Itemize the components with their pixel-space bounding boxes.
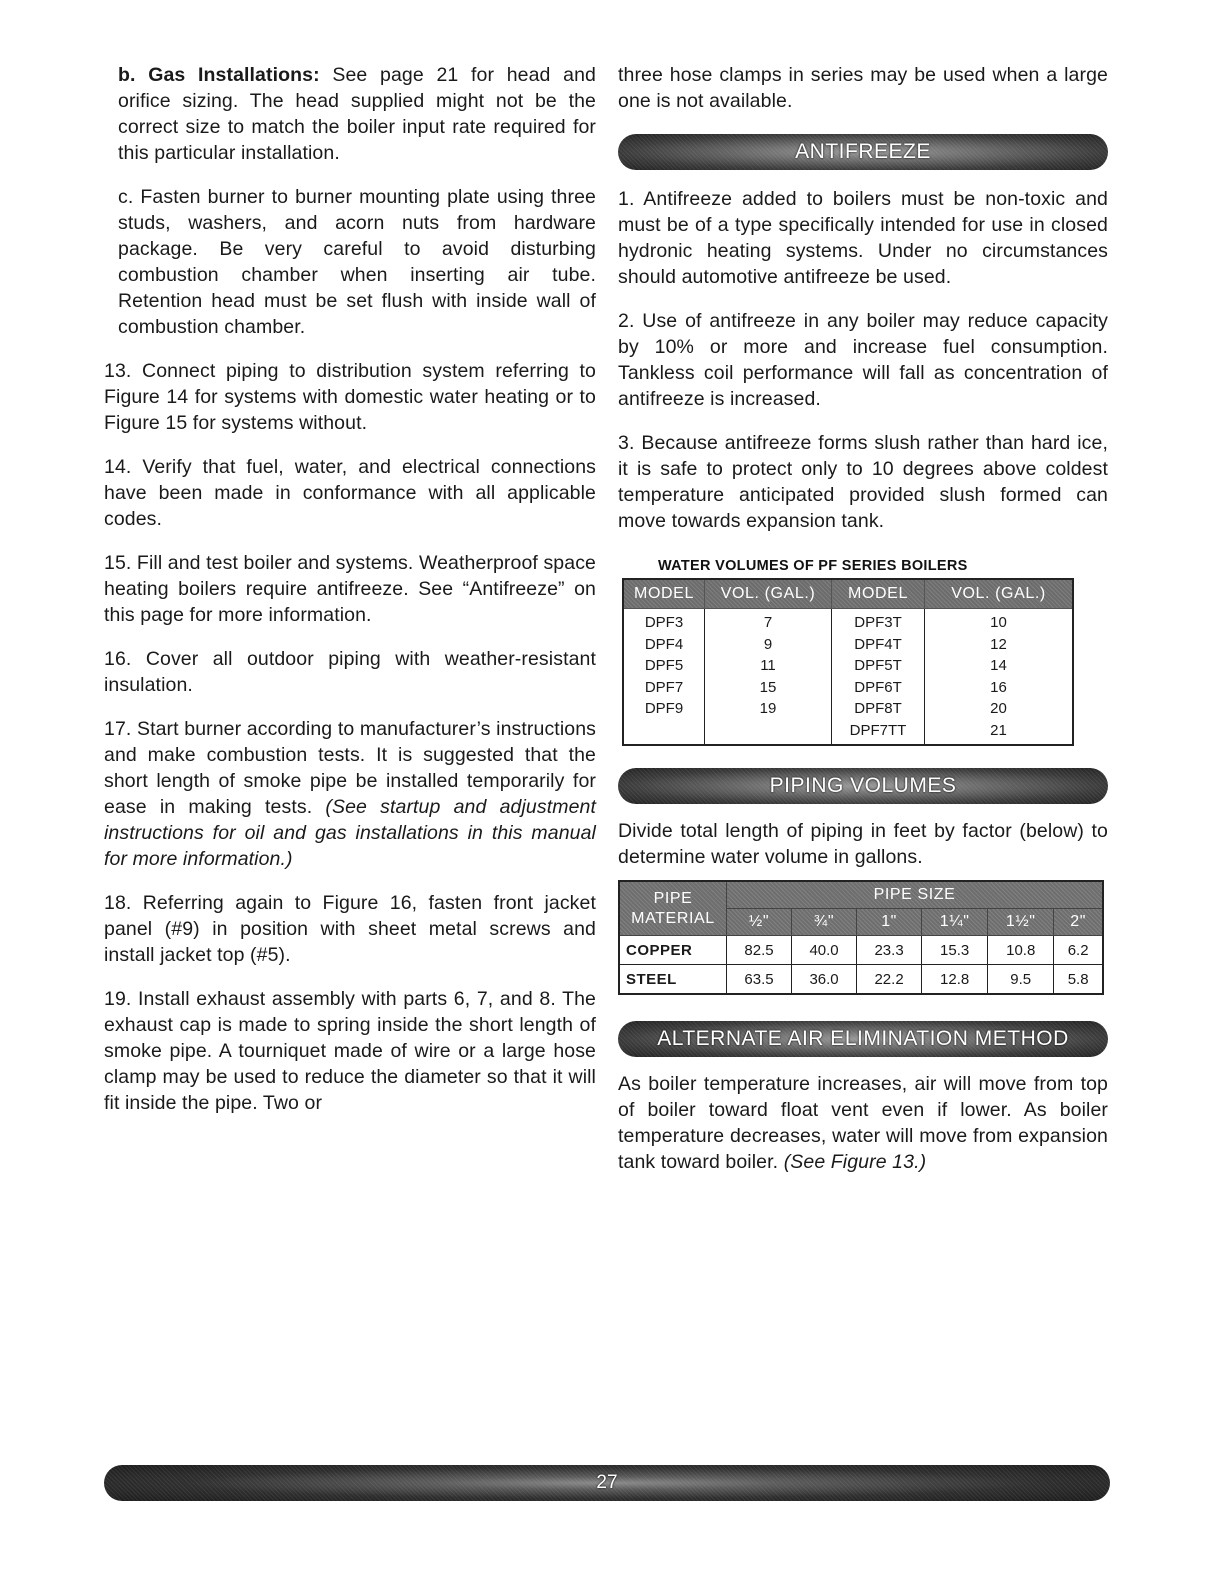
material-copper: COPPER [619, 936, 727, 965]
size-one-quarter: 1¼" [922, 909, 988, 936]
table-cell: 22.2 [857, 965, 922, 995]
water-volumes-title: WATER VOLUMES OF PF SERIES BOILERS [658, 558, 968, 574]
size-two: 2" [1054, 909, 1103, 936]
header-model-2: MODEL [832, 579, 925, 609]
step-15: 15. Fill and test boiler and systems. Weatherproof space heating boilers require antifreeze. See “Antifreeze” on this page for more information. [104, 552, 596, 626]
size-one-half: 1½" [988, 909, 1054, 936]
right-column [618, 62, 1108, 1175]
table-cell: 15.3 [922, 936, 988, 965]
alt-figure-ref: (See Figure 13.) [783, 1151, 927, 1173]
table-row-copper [619, 936, 1103, 965]
header-volume-2: VOL. (GAL.) [925, 579, 1074, 609]
piping-volumes-table [618, 880, 1104, 995]
volumes-left: 7 9 11 15 19 [705, 609, 832, 746]
step-b-text: See page 21 for head and orifice sizing. The head supplied might not be the correct size to match the boiler input rate required for this particular installation. [118, 64, 596, 164]
left-column [104, 62, 596, 1116]
table-cell: 40.0 [792, 936, 857, 965]
table-cell: 9.5 [988, 965, 1054, 995]
step-17 [104, 716, 596, 872]
step-19-continued: three hose clamps in series may be used when a large one is not available. [618, 64, 1108, 112]
piping-header-row-1 [619, 881, 1103, 909]
table-cell: 82.5 [727, 936, 792, 965]
table-cell: 5.8 [1054, 965, 1103, 995]
table-cell: 23.3 [857, 936, 922, 965]
alternate-air-elimination-banner: ALTERNATE AIR ELIMINATION METHOD [618, 1021, 1108, 1057]
table-cell: 12.8 [922, 965, 988, 995]
antifreeze-item-3: 3. Because antifreeze forms slush rather than hard ice, it is safe to protect only to 10 degrees above coldest temperature anticipated provided slush formed can move towards expansion tank. [618, 432, 1108, 532]
models-right: DPF3T DPF4T DPF5T DPF6T DPF8T DPF7TT [832, 609, 925, 746]
size-three-quarter: ¾" [792, 909, 857, 936]
antifreeze-item-1: 1. Antifreeze added to boilers must be non-toxic and must be of a type specifically intended for use in closed hydronic heating systems. Under no circumstances should automotive antifreeze be used. [618, 188, 1108, 288]
header-model-1: MODEL [623, 579, 705, 609]
size-half: ½" [727, 909, 792, 936]
header-pipe-material [619, 881, 727, 936]
piping-volumes-banner: PIPING VOLUMES [618, 768, 1108, 804]
water-volumes-header-row [623, 579, 1073, 609]
water-volumes-body [623, 609, 1073, 746]
table-cell: 63.5 [727, 965, 792, 995]
step-19: 19. Install exhaust assembly with parts 6, 7, and 8. The exhaust cap is made to spring inside the short length of smoke pipe. A tourniquet made of wire or a large hose clamp may be used to reduce the diameter so that it will fit inside the pipe. Two or [104, 988, 596, 1114]
step-b-gas-installations [104, 62, 596, 166]
step-17-note: (See startup and adjustment instructions for oil and gas installations in this manual for more information.) [104, 796, 596, 870]
antifreeze-banner: ANTIFREEZE [618, 134, 1108, 170]
table-row-steel [619, 965, 1103, 995]
table-cell: 36.0 [792, 965, 857, 995]
page-number-bar [104, 1465, 1110, 1501]
material-steel: STEEL [619, 965, 727, 995]
water-volumes-table [622, 578, 1074, 746]
header-pipe-label: PIPE [653, 889, 693, 907]
size-one: 1" [857, 909, 922, 936]
table-cell: 6.2 [1054, 936, 1103, 965]
step-17-text: 17. Start burner according to manufacturer’s instructions and make combustion tests. It is suggested that the short length of smoke pipe be installed temporarily for ease in making tests. [104, 718, 596, 818]
step-b-title: b. Gas Installations: [118, 64, 320, 86]
header-material-label: MATERIAL [631, 909, 715, 927]
models-left: DPF3 DPF4 DPF5 DPF7 DPF9 [623, 609, 705, 746]
piping-volumes-text: Divide total length of piping in feet by factor (below) to determine water volume in gallons. [618, 820, 1108, 868]
step-c-fasten-burner: c. Fasten burner to burner mounting plate using three studs, washers, and acorn nuts from hardware package. Be very careful to avoid disturbing combustion chamber when inserting air tube. Retention head must be set flush with inside wall of combustion chamber. [118, 186, 596, 338]
volumes-right: 10 12 14 16 20 21 [925, 609, 1074, 746]
step-16: 16. Cover all outdoor piping with weather-resistant insulation. [104, 648, 596, 696]
step-13: 13. Connect piping to distribution system referring to Figure 14 for systems with domestic water heating or to Figure 15 for systems without. [104, 360, 596, 434]
antifreeze-item-2: 2. Use of antifreeze in any boiler may reduce capacity by 10% or more and increase fuel consumption. Tankless coil performance will fall as concentration of antifreeze is increased. [618, 310, 1108, 410]
header-volume-1: VOL. (GAL.) [705, 579, 832, 609]
alternate-air-elimination-text [618, 1071, 1108, 1175]
page-number: 27 [596, 1472, 618, 1493]
header-pipe-size: PIPE SIZE [727, 881, 1104, 909]
alt-text: As boiler temperature increases, air will move from top of boiler toward float vent even if lower. As boiler temperature decreases, water will move from expansion tank toward boiler. [618, 1073, 1108, 1173]
step-14: 14. Verify that fuel, water, and electrical connections have been made in conformance with all applicable codes. [104, 456, 596, 530]
step-18: 18. Referring again to Figure 16, fasten front jacket panel (#9) in position with sheet metal screws and install jacket top (#5). [104, 892, 596, 966]
table-cell: 10.8 [988, 936, 1054, 965]
